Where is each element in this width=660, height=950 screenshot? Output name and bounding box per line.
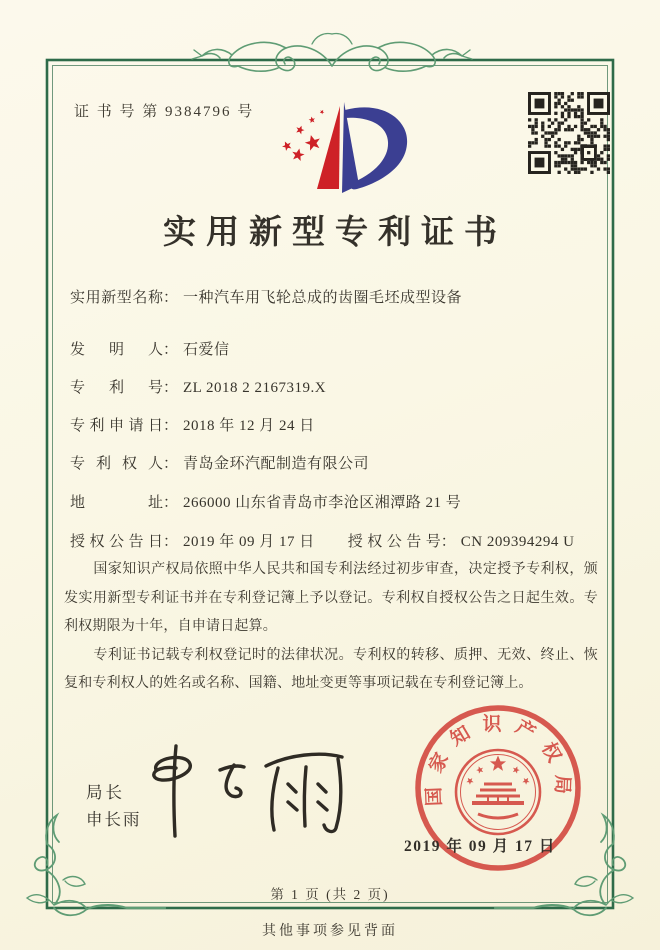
legal-paragraph-1: 国家知识产权局依照中华人民共和国专利法经过初步审查，决定授予专利权，颁发实用新型专利证书并在专利登记簿上予以登记。专利权自授权公告之日起生效。专利权期限为十年，自申请日起算。 [64, 562, 598, 634]
qr-code [528, 92, 610, 174]
logo-spike-red [317, 106, 340, 189]
signature-shen-changyu [142, 740, 362, 840]
page-number: 第 1 页 (共 2 页) [270, 887, 390, 902]
legal-text [64, 556, 598, 699]
field-grant-number: 授权公告号： CN 209394294 U [348, 530, 575, 551]
signer-title: 局长 [86, 783, 125, 802]
field-label: 地址 [70, 495, 163, 511]
cnipa-logo-icon [255, 96, 425, 201]
field-utility-model-name: 实用新型名称： 一种汽车用飞轮总成的齿圈毛坯成型设备 [70, 286, 462, 307]
seal-text: 国家知识产权局 [423, 714, 573, 807]
field-label: 专利权人 [70, 456, 163, 472]
field-filing-date: 专利申请日： 2018 年 12 月 24 日 [70, 414, 315, 435]
field-patentee: 专利权人： 青岛金环汽配制造有限公司 [70, 452, 369, 473]
field-inventor: 发明人： 石爱信 [70, 338, 230, 359]
field-grant-date-and-number: 授权公告日： 2019 年 09 月 17 日 授权公告号： CN 209394294 U [70, 530, 574, 551]
seal-date: 2019 年 09 月 17 日 [404, 838, 556, 855]
legal-paragraph-2: 专利证书记载专利权登记时的法律状况。专利权的转移、质押、无效、终止、恢复和专利权人的姓名或名称、国籍、地址变更等事项记载在专利登记簿上。 [64, 647, 598, 691]
field-label: 授权公告号 [347, 534, 441, 550]
footer-note: 其他事项参见背面 [262, 924, 398, 939]
field-label: 发明人 [70, 342, 163, 358]
field-label: 专利号 [70, 380, 163, 396]
field-value: 石爱信 [183, 342, 230, 358]
field-label: 实用新型名称 [70, 290, 163, 306]
certificate-number: 证 书 号 第 9384796 号 [74, 104, 255, 120]
field-address: 地址： 266000 山东省青岛市李沧区湘潭路 21 号 [70, 491, 461, 512]
logo-stars [281, 109, 326, 162]
signer-name: 申长雨 [86, 810, 142, 829]
field-value: 青岛金环汽配制造有限公司 [183, 456, 370, 472]
field-value: 2019 年 09 月 17 日 [183, 534, 315, 550]
certificate-title: 实用新型专利证书 [163, 215, 507, 251]
field-value: ZL 2018 2 2167319.X [183, 380, 327, 396]
field-value: CN 209394294 U [460, 534, 575, 550]
field-patent-number: 专利号： ZL 2018 2 2167319.X [70, 376, 326, 397]
field-value: 2018 年 12 月 24 日 [183, 418, 315, 434]
field-value: 一种汽车用飞轮总成的齿圈毛坯成型设备 [183, 290, 463, 306]
field-value: 266000 山东省青岛市李沧区湘潭路 21 号 [183, 495, 462, 511]
national-emblem-icon [456, 750, 540, 834]
field-label: 专利申请日 [70, 418, 163, 434]
field-label: 授权公告日 [70, 534, 163, 550]
